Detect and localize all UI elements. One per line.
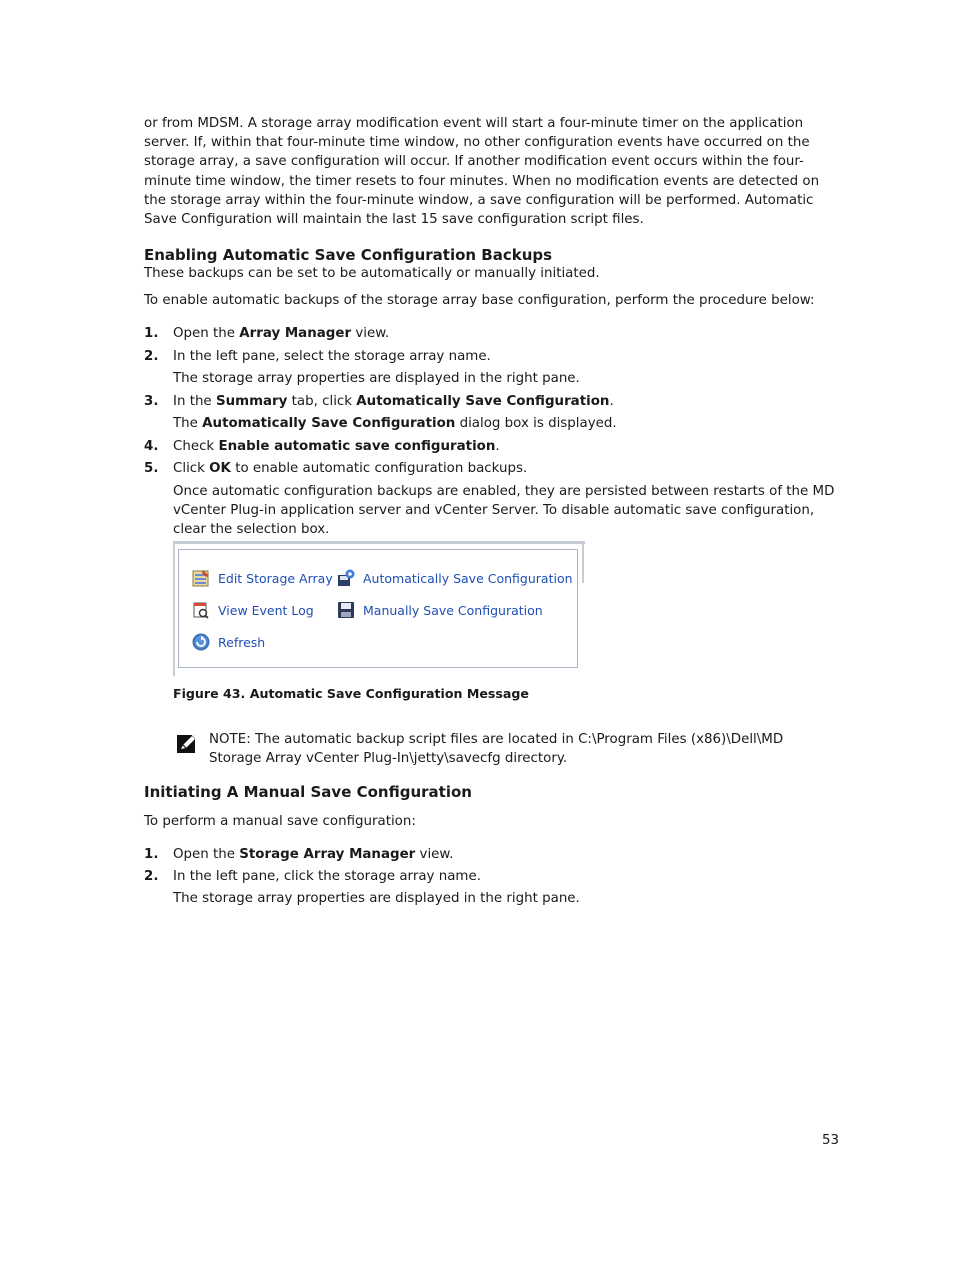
note-path: C:\Program Files (x86)\Dell\MD Storage Array vCenter Plug-In\jetty\savecfg directory: [209, 732, 784, 767]
gear-save-icon: [336, 568, 356, 588]
step-number: 2.: [144, 348, 159, 364]
step-number: 1.: [144, 325, 159, 341]
step-number: 5.: [144, 461, 159, 477]
step-text: .: [495, 439, 500, 455]
figure-caption: Figure 43. Automatic Save Configuration Message: [173, 686, 529, 701]
step-text: In the left pane, select the storage array name.: [173, 348, 491, 364]
step-text: view.: [415, 847, 454, 863]
refresh-link[interactable]: [191, 632, 265, 652]
section-intro-line: These backups can be set to be automatically or manually initiated.: [144, 266, 600, 282]
event-log-icon: [191, 600, 211, 620]
edit-storage-array-link[interactable]: [191, 568, 333, 588]
step-text: The: [173, 415, 203, 431]
step-item: [144, 324, 838, 343]
automatically-save-configuration-link[interactable]: [336, 568, 573, 588]
step-text: In the: [173, 393, 216, 409]
step-text: In the left pane, click the storage array name.: [173, 869, 481, 885]
step-item: [144, 867, 838, 886]
step-text: to enable automatic configuration backups.: [230, 461, 528, 477]
step-bold: Automatically Save Configuration: [202, 415, 456, 431]
step-text: Open the: [173, 325, 240, 341]
manually-save-configuration-link[interactable]: [336, 600, 543, 620]
view-event-log-link[interactable]: [191, 600, 314, 620]
step-text: .: [609, 393, 614, 409]
intro-paragraph: or from MDSM. A storage array modification event will start a four-minute timer on the application server. If, within that four-minute time window, no other configuration events have occurred on the storage array, a save configuration will occur. If another modification event occurs within the four-minute time window, the timer resets to four minutes. When no modification events are detected on the storage array within the four-minute window, a save configuration will be performed. Automatic Save Configuration will maintain the last 15 save configuration script files.: [144, 116, 820, 228]
section-procedure-line: To enable automatic backups of the storage array base configuration, perform the procedure below:: [144, 293, 815, 309]
steps-list-manual: [144, 845, 838, 908]
task-label: Manually Save Configuration: [363, 602, 543, 618]
page-body: [144, 114, 838, 540]
step-text: Open the: [173, 847, 240, 863]
section-manual: [144, 782, 838, 908]
note-text: [209, 730, 839, 768]
step-text: view.: [351, 325, 390, 341]
step-bold: Enable automatic save configuration: [218, 439, 496, 455]
edit-storage-array-icon: [191, 568, 211, 588]
step-subtext: The storage array properties are displayed in the right pane.: [173, 370, 580, 386]
step-bold: Automatically Save Configuration: [356, 393, 610, 409]
step-item: [144, 392, 838, 411]
step-item: [144, 845, 838, 864]
step-bold: Summary: [215, 393, 288, 409]
panel-header-bar: [173, 541, 585, 544]
step-item: [144, 347, 838, 366]
step-subtext: Once automatic configuration backups are enabled, they are persisted between restarts of the MD vCenter Plug-in application server and vCenter Server. To disable automatic save configuration, clear the selection box.: [173, 484, 835, 538]
step-bold: Storage Array Manager: [239, 847, 416, 863]
step-text: tab, click: [287, 393, 357, 409]
step-number: 3.: [144, 393, 159, 409]
note-end: .: [562, 751, 568, 767]
task-label: View Event Log: [218, 602, 314, 618]
section-manual-intro: To perform a manual save configuration:: [144, 814, 416, 829]
step-item: [144, 437, 838, 456]
panel-edge: [173, 541, 175, 676]
note-label: NOTE:: [209, 732, 251, 747]
step-text: Check: [173, 439, 219, 455]
step-number: 2.: [144, 869, 159, 885]
section-heading-automatic: Enabling Automatic Save Configuration Backups: [144, 246, 553, 265]
task-panel-figure: [173, 541, 585, 676]
step-bold: OK: [209, 461, 231, 477]
step-subtext: [144, 414, 838, 433]
panel-edge: [582, 541, 584, 583]
steps-list-automatic: [144, 324, 838, 540]
task-label: Refresh: [218, 634, 266, 650]
step-item: [144, 459, 838, 478]
step-subtext: The storage array properties are displayed in the right pane.: [173, 891, 580, 907]
refresh-icon: [191, 632, 211, 652]
step-text: Click: [173, 461, 210, 477]
task-label: Automatically Save Configuration: [363, 570, 573, 586]
page-number: 53: [822, 1133, 840, 1148]
step-number: 1.: [144, 847, 159, 863]
task-label: Edit Storage Array: [218, 570, 333, 586]
step-number: 4.: [144, 439, 159, 455]
note-pencil-icon: [176, 732, 198, 754]
step-text: dialog box is displayed.: [455, 415, 617, 431]
note-body: The automatic backup script files are located in: [250, 732, 579, 747]
step-bold: Array Manager: [239, 325, 352, 341]
floppy-disk-icon: [336, 600, 356, 620]
section-heading-manual: Initiating A Manual Save Configuration: [144, 783, 472, 801]
